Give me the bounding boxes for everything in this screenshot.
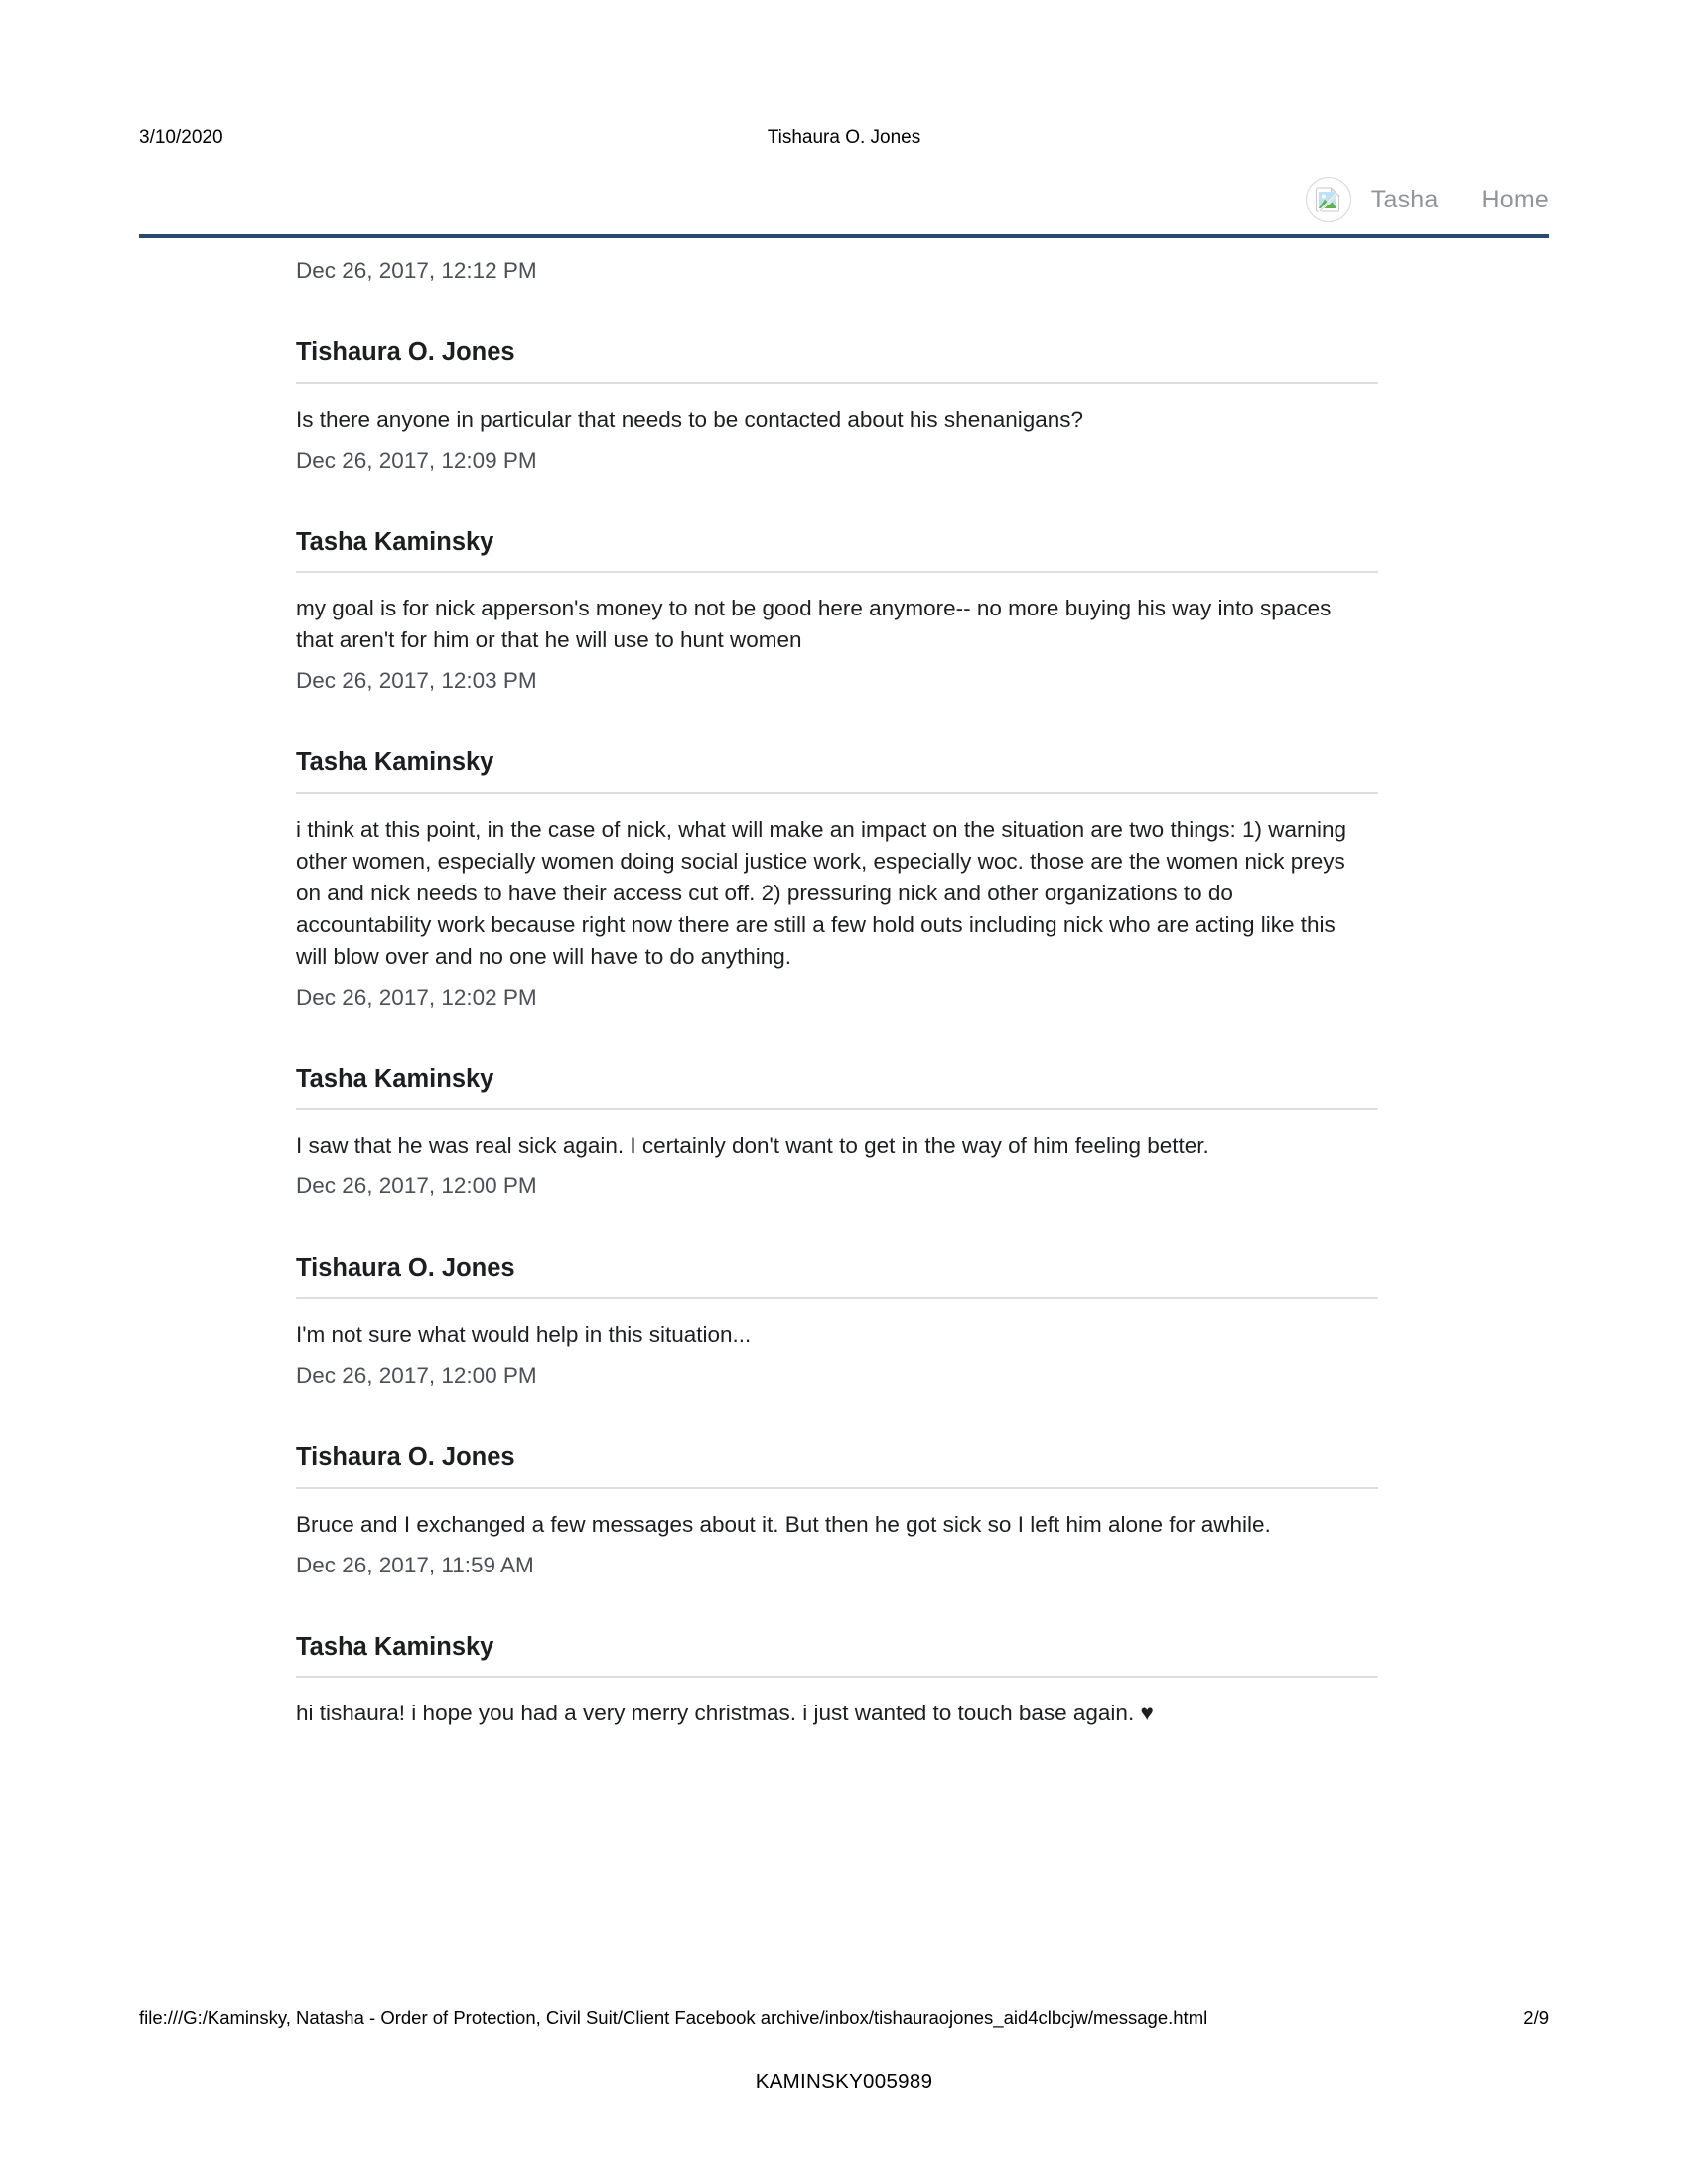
message-block xyxy=(296,1399,1378,1588)
message-timestamp: Dec 26, 2017, 12:00 PM xyxy=(296,1173,537,1199)
message-timestamp: Dec 26, 2017, 12:09 PM xyxy=(296,447,537,473)
message-text: Bruce and I exchanged a few messages about it. But then he got sick so I left him alone for awhile. xyxy=(296,1511,1271,1537)
message-text: i think at this point, in the case of nick, what will make an impact on the situation are two things: 1) warning other women, especially women doing social justice work, especially woc. those are the women nick preys on and nick needs to have their access cut off. 2) pressuring nick and other organizations to do accountability work because right now there are still a few hold outs including nick who are acting like this will blow over and no one will have to do anything. xyxy=(296,816,1347,969)
message-block xyxy=(296,483,1378,705)
message-block xyxy=(296,1588,1378,1732)
message-thread xyxy=(296,248,1378,1731)
facebook-nav-bar xyxy=(139,177,1549,238)
message-timestamp: Dec 26, 2017, 12:02 PM xyxy=(296,984,537,1010)
print-source-path: file:///G:/Kaminsky, Natasha - Order of Protection, Civil Suit/Client Facebook archive/inbox/tishauraojones_aid4clbcjw/message.html xyxy=(139,2007,1208,2028)
print-date: 3/10/2020 xyxy=(139,127,223,148)
print-title: Tishaura O. Jones xyxy=(767,127,921,148)
message-text: my goal is for nick apperson's money to not be good here anymore-- no more buying his way into spaces that aren't for him or that he will use to hunt women xyxy=(296,596,1332,653)
message-sender: Tasha Kaminsky xyxy=(296,527,494,556)
message-sender: Tishaura O. Jones xyxy=(296,339,515,367)
message-text: hi tishaura! i hope you had a very merry christmas. i just wanted to touch base again. ♥ xyxy=(296,1701,1154,1726)
thread-leading-timestamp: Dec 26, 2017, 12:12 PM xyxy=(296,258,537,283)
broken-image-avatar-icon[interactable] xyxy=(1306,177,1351,222)
print-page-number: 2/9 xyxy=(1523,2007,1549,2028)
message-sender: Tasha Kaminsky xyxy=(296,749,494,777)
message-sender: Tishaura O. Jones xyxy=(296,1254,515,1283)
message-block xyxy=(296,704,1378,1020)
nav-home-link[interactable]: Home xyxy=(1481,185,1549,213)
message-sender: Tishaura O. Jones xyxy=(296,1443,515,1472)
message-text: I'm not sure what would help in this situation... xyxy=(296,1322,752,1348)
nav-right-group xyxy=(1306,177,1549,222)
message-timestamp: Dec 26, 2017, 12:00 PM xyxy=(296,1362,537,1388)
message-sender: Tasha Kaminsky xyxy=(296,1064,494,1093)
print-footer xyxy=(139,2007,1549,2033)
message-block xyxy=(296,1021,1378,1210)
message-timestamp: Dec 26, 2017, 11:59 AM xyxy=(296,1552,534,1577)
bates-number: KAMINSKY005989 xyxy=(755,2070,933,2093)
nav-profile-link[interactable]: Tasha xyxy=(1370,185,1439,213)
message-text: Is there anyone in particular that needs to be contacted about his shenanigans? xyxy=(296,406,1084,432)
message-block xyxy=(296,1209,1378,1399)
message-sender: Tasha Kaminsky xyxy=(296,1632,494,1661)
message-timestamp: Dec 26, 2017, 12:03 PM xyxy=(296,668,537,694)
print-header xyxy=(139,127,1549,151)
message-block xyxy=(296,294,1378,483)
message-text: I saw that he was real sick again. I certainly don't want to get in the way of him feeling better. xyxy=(296,1133,1209,1159)
